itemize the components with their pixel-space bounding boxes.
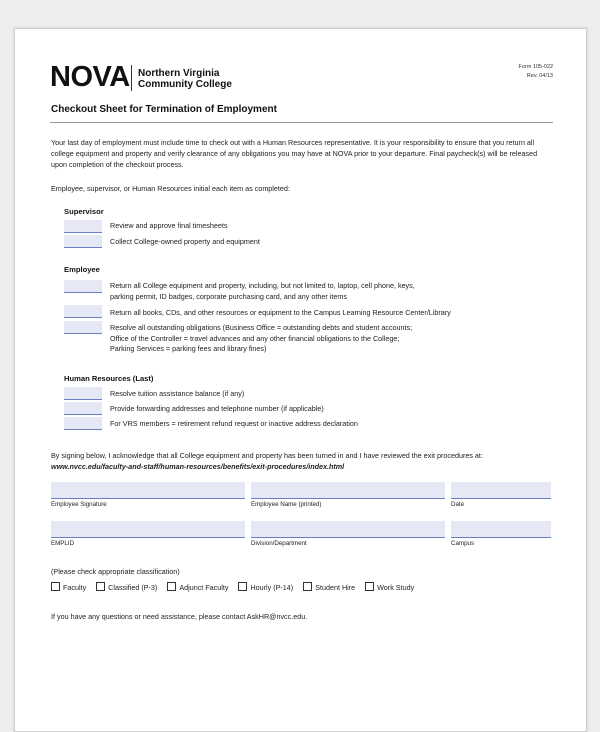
intro-paragraph: Your last day of employment must include time to check out with a Human Resources representative. It is your responsibility to ensure that you return all college equipment and property and verify clearance of any obligations you may have at NOVA prior to your departure. Final paycheck(s) will be released upon completion of the checkout process. [51,138,538,169]
initial-field[interactable] [64,387,102,400]
initial-field[interactable] [64,220,102,233]
initial-field[interactable] [64,280,102,293]
checklist-item: Provide forwarding addresses and telephone number (if applicable) [110,404,324,413]
classification-option[interactable]: Classified (P-3) [96,583,157,592]
checklist-item: Collect College-owned property and equipment [110,237,260,246]
emplid-label: EMPLID [51,540,75,547]
checklist-item: Resolve all outstanding obligations (Business Office = outstanding debts and student accounts; Office of the Controller = travel advances and any other financial obligations to the College; Parking Services = parking fees and library fines) [110,323,413,353]
division-field[interactable] [251,521,445,538]
nova-logo: NOVA [50,61,130,93]
contact-text: If you have any questions or need assistance, please contact AskHR@nvcc.edu. [51,612,308,621]
checkbox[interactable] [167,582,176,591]
checklist-item: For VRS members = retirement refund request or inactive address declaration [110,419,358,428]
form-number: Form 105-022 Rev. 04/13 [518,64,553,79]
section-heading-hr: Human Resources (Last) [64,374,154,383]
college-name: Northern Virginia Community College [138,68,232,90]
logo-divider [131,65,132,91]
classification-option[interactable]: Faculty [51,583,86,592]
employee-name-field[interactable] [251,482,445,499]
date-label: Date [451,501,465,508]
checkbox[interactable] [96,582,105,591]
employee-signature-field[interactable] [51,482,245,499]
initial-field[interactable] [64,235,102,248]
campus-label: Campus [451,540,475,547]
initial-field[interactable] [64,321,102,334]
section-heading-supervisor: Supervisor [64,207,104,216]
classification-option[interactable]: Adjunct Faculty [167,583,228,592]
classification-option[interactable]: Work Study [365,583,414,592]
date-field[interactable] [451,482,551,499]
emplid-field[interactable] [51,521,245,538]
instruction-text: Employee, supervisor, or Human Resources initial each item as completed: [51,184,290,193]
checkbox[interactable] [238,582,247,591]
checklist-item: Resolve tuition assistance balance (if any) [110,389,245,398]
checkbox[interactable] [365,582,374,591]
division-label: Division/Department [251,540,307,547]
checklist-item: Review and approve final timesheets [110,221,228,230]
exit-procedures-link[interactable]: www.nvcc.edu/faculty-and-staff/human-resources/benefits/exit-procedures/index.html [51,461,345,471]
initial-field[interactable] [64,402,102,415]
classification-option[interactable]: Student Hire [303,583,355,592]
askhr-email-link[interactable]: AskHR@nvcc.edu. [246,612,308,621]
section-heading-employee: Employee [64,265,100,274]
classification-options [51,582,422,592]
checkbox[interactable] [303,582,312,591]
document-title: Checkout Sheet for Termination of Employment [51,104,277,115]
initial-field[interactable] [64,305,102,318]
campus-field[interactable] [451,521,551,538]
employee-signature-label: Employee Signature [51,501,107,508]
document-page [14,28,587,732]
employee-name-label: Employee Name (printed) [251,501,322,508]
checklist-item: Return all books, CDs, and other resources or equipment to the Campus Learning Resource Center/Library [110,308,451,317]
classification-option[interactable]: Hourly (P-14) [238,583,293,592]
acknowledgement-text: By signing below, I acknowledge that all College equipment and property has been turned in and I have reviewed the exit procedures at: www.nvcc.edu/faculty-and-staff/human-resources/benefits/exit-procedures/index.html [51,451,561,472]
checkbox[interactable] [51,582,60,591]
classification-prompt: (Please check appropriate classification) [51,567,180,576]
title-rule [50,122,553,123]
initial-field[interactable] [64,417,102,430]
checklist-item: Return all College equipment and property, including, but not limited to, laptop, cell phone, keys, parking permit, ID badges, corporate purchasing card, and any other items [110,281,415,301]
